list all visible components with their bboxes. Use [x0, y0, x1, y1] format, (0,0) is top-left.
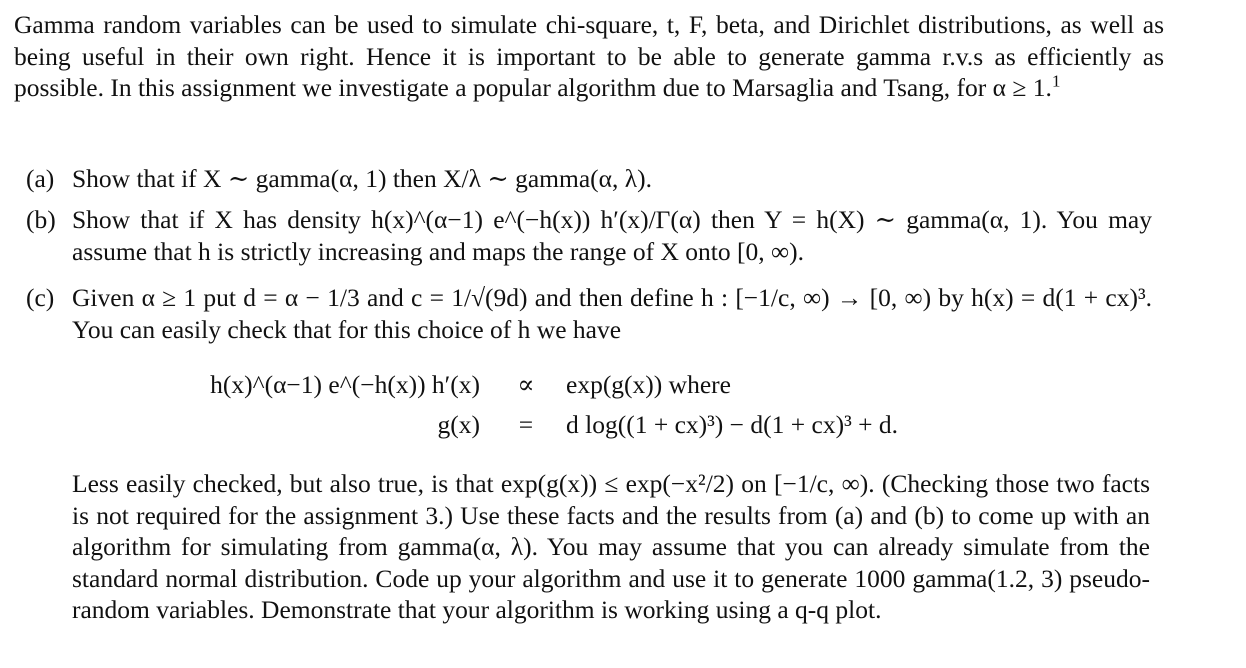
equation-2-rhs: d log((1 + cx)³) − d(1 + cx)³ + d.: [566, 410, 898, 439]
footnote-marker: 1: [1051, 71, 1061, 91]
part-b-text: Show that if X has density h(x)^(α−1) e^(−h(x)) h′(x)/Γ(α) then Y = h(X) ∼ gamma(α, 1). You may assume that h is strictly increasing and maps the range of X onto [0, ∞).: [72, 205, 1152, 266]
equation-row-2: [240, 409, 1040, 441]
equation-2-relation: =: [518, 410, 534, 439]
part-c-text: Given α ≥ 1 put d = α − 1/3 and c = 1/√(9d) and then define h : [−1/c, ∞) → [0, ∞) by h(x) = d(1 + cx)³. You can easily check that for this choice of h we have: [72, 283, 1152, 344]
equation-1-relation: ∝: [517, 370, 535, 399]
equation-1-lhs: h(x)^(α−1) e^(−h(x)) h′(x): [210, 370, 480, 399]
equation-1-rhs: exp(g(x)) where: [566, 370, 731, 399]
part-a-label: (a): [26, 164, 55, 193]
intro-paragraph: [14, 9, 1164, 104]
equation-row-1: [210, 369, 1040, 401]
part-b-label: (b): [26, 205, 56, 234]
final-paragraph: Less easily checked, but also true, is that exp(g(x)) ≤ exp(−x²/2) on [−1/c, ∞). (Checking those two facts is not required for the assignment 3.) Use these facts and the results from (a) and (b) to come up with an algorithm for simulating from gamma(α, λ). You may assume that you can already simulate from the standard normal distribution. Code up your algorithm and use it to generate 1000 gamma(1.2, 3) pseudo-random variables. Demonstrate that your algorithm is working using a q-q plot.: [72, 469, 1150, 625]
part-c-label: (c): [26, 283, 55, 312]
equation-2-lhs: g(x): [437, 410, 480, 439]
part-a-text: Show that if X ∼ gamma(α, 1) then X/λ ∼ gamma(α, λ).: [72, 164, 652, 193]
intro-text: Gamma random variables can be used to simulate chi-square, t, F, beta, and Dirichlet distributions, as well as being useful in their own right. Hence it is important to be able to generate gamma r.v.s as efficiently as possible. In this assignment we investigate a popular algorithm due to Marsaglia and Tsang, for α ≥ 1.: [14, 10, 1164, 103]
